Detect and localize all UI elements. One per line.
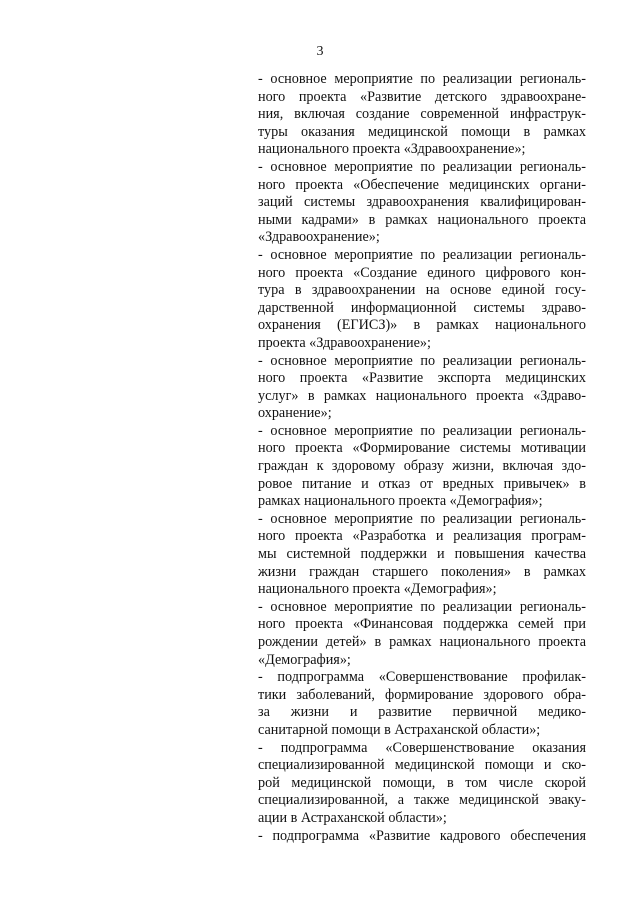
page-number: 3 bbox=[316, 44, 324, 59]
list-item bbox=[258, 599, 586, 669]
list-item bbox=[258, 423, 586, 511]
text-line: - подпрограмма «Развитие кадрового обеспечения bbox=[258, 827, 586, 844]
text-line: - основное мероприятие по реализации региональ- bbox=[258, 246, 586, 263]
text-line: ными кадрами» в рамках национального проекта bbox=[258, 211, 586, 228]
text-line: - основное мероприятие по реализации региональ- bbox=[258, 422, 586, 439]
text-line: ния, включая создание современной инфраструк- bbox=[258, 106, 586, 123]
text-line: «Здравоохранение»; bbox=[258, 229, 380, 246]
text-line: - основное мероприятие по реализации региональ- bbox=[258, 352, 586, 369]
text-line: услуг» в рамках национального проекта «Здраво- bbox=[258, 387, 586, 404]
text-line: - основное мероприятие по реализации региональ- bbox=[258, 71, 586, 87]
text-line: ного проекта «Разработка и реализация програм- bbox=[258, 528, 586, 545]
text-line: ации в Астраханской области»; bbox=[258, 809, 447, 826]
text-line: ного проекта «Создание единого цифрового кон- bbox=[258, 264, 586, 281]
text-line: - основное мероприятие по реализации региональ- bbox=[258, 158, 586, 175]
text-line: за жизни и развитие первичной медико- bbox=[258, 704, 586, 721]
text-line: заций системы здравоохранения квалифицирован- bbox=[258, 194, 586, 211]
list-item bbox=[258, 247, 586, 353]
list-item bbox=[258, 353, 586, 423]
text-line: - подпрограмма «Совершенствование профилак- bbox=[258, 669, 586, 686]
text-line: тики заболеваний, формирование здорового обра- bbox=[258, 686, 586, 703]
text-line: ного проекта «Обеспечение медицинских органи- bbox=[258, 176, 586, 193]
text-line: ного проекта «Развитие детского здравоохране- bbox=[258, 88, 586, 105]
text-line: ного проекта «Финансовая поддержка семей при bbox=[258, 616, 586, 633]
list-item bbox=[258, 740, 586, 828]
text-line: рой медицинской помощи, в том числе скорой bbox=[258, 774, 586, 791]
text-line: тура в здравоохранении на основе единой госу- bbox=[258, 282, 586, 299]
text-line: проекта «Здравоохранение»; bbox=[258, 334, 431, 351]
list-item bbox=[258, 71, 586, 159]
text-line: «Демография»; bbox=[258, 651, 351, 668]
document-body bbox=[258, 71, 586, 845]
text-line: национального проекта «Демография»; bbox=[258, 581, 497, 598]
text-line: рамках национального проекта «Демография»; bbox=[258, 493, 543, 510]
text-line: мы системной поддержки и повышения качества bbox=[258, 546, 586, 563]
text-line: - основное мероприятие по реализации региональ- bbox=[258, 598, 586, 615]
text-line: рождении детей» в рамках национального проекта bbox=[258, 634, 586, 650]
text-line: жизни граждан старшего поколения» в рамках bbox=[258, 563, 586, 580]
text-line: санитарной помощи в Астраханской области»; bbox=[258, 721, 541, 738]
list-item bbox=[258, 159, 586, 247]
text-line: специализированной, а также медицинской эваку- bbox=[258, 792, 586, 809]
text-line: ного проекта «Формирование системы мотивации bbox=[258, 440, 586, 457]
text-line: граждан к здоровому образу жизни, включая здо- bbox=[258, 458, 586, 475]
text-line: ного проекта «Развитие экспорта медицинских bbox=[258, 370, 586, 387]
list-item bbox=[258, 828, 586, 846]
list-item bbox=[258, 669, 586, 739]
text-line: - основное мероприятие по реализации региональ- bbox=[258, 510, 586, 527]
text-line: национального проекта «Здравоохранение»; bbox=[258, 141, 526, 158]
text-line: охранение»; bbox=[258, 405, 332, 422]
text-line: дарственной информационной системы здраво- bbox=[258, 299, 586, 316]
text-line: специализированной медицинской помощи и ско- bbox=[258, 757, 586, 774]
text-line: - подпрограмма «Совершенствование оказания bbox=[258, 739, 586, 756]
text-line: туры оказания медицинской помощи в рамках bbox=[258, 123, 586, 140]
text-line: ровое питание и отказ от вредных привычек» в bbox=[258, 475, 586, 492]
text-line: охранения (ЕГИСЗ)» в рамках национального bbox=[258, 317, 586, 334]
list-item bbox=[258, 511, 586, 599]
